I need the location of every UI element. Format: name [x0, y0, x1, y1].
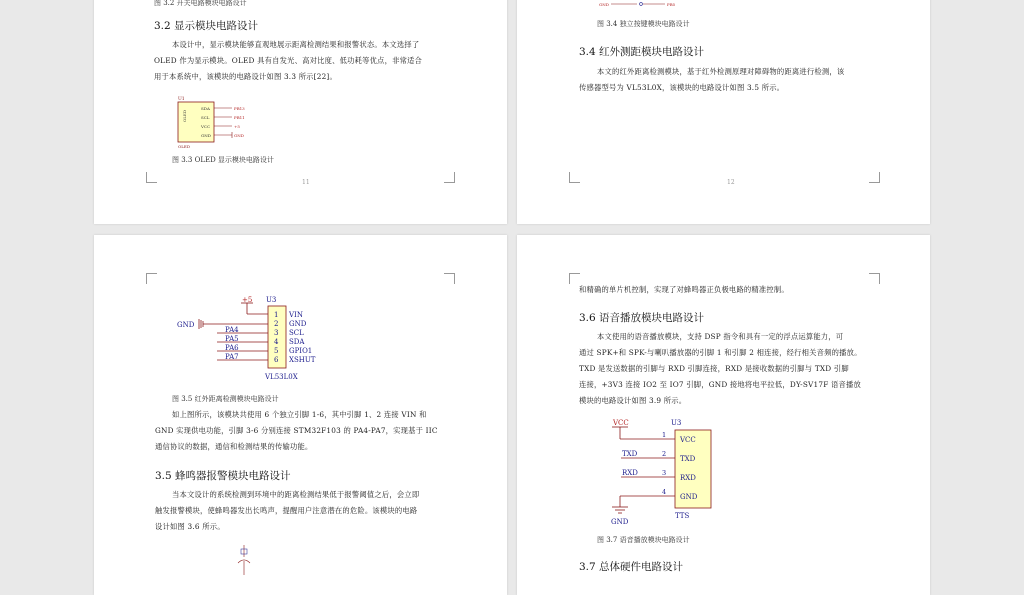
paragraph-line: 触发报警模块，使蜂鸣器发出长鸣声，提醒用户注意潜在的危险。该模块的电路 — [155, 506, 418, 515]
part-inner-name: OLED — [182, 109, 187, 122]
pin-label: GND — [289, 320, 307, 328]
page-13 — [94, 235, 507, 595]
pin-number: 1 — [274, 311, 279, 319]
net-label: PB13 — [234, 106, 245, 111]
pin-label: SDA — [201, 106, 210, 111]
figure-caption: 图 3.3 OLED 显示模块电路设计 — [172, 156, 274, 164]
part-ref: U3 — [671, 419, 682, 427]
paragraph-line: GND 实现供电功能，引脚 3-6 分别连接 STM32F103 的 PA4-PA7，实现基于 IIC — [155, 426, 438, 435]
pin-number: 4 — [274, 338, 279, 346]
pin-number: 1 — [662, 431, 667, 439]
pin-label: GPIO1 — [289, 347, 313, 355]
pin-label: XSHUT — [289, 356, 316, 364]
figure-caption: 图 3.7 语音播放模块电路设计 — [597, 536, 690, 544]
section-heading: 3.2 显示模块电路设计 — [154, 20, 259, 32]
crop-mark — [444, 273, 455, 284]
net-label: RXD — [622, 469, 638, 477]
paragraph-line: 传感器型号为 VL53L0X，该模块的电路设计如图 3.5 所示。 — [579, 83, 785, 92]
pin-number: 4 — [662, 488, 667, 496]
paragraph-line: 和精确的单片机控制，实现了对蜂鸣器正负极电路的精准控制。 — [579, 285, 789, 294]
page-number: 12 — [727, 179, 735, 186]
part-ref: U3 — [266, 296, 277, 304]
net-label: PA7 — [225, 353, 239, 361]
pin-number: 6 — [274, 356, 279, 364]
pin-label: VCC — [680, 436, 696, 444]
crop-mark — [569, 172, 580, 183]
oled-schematic — [170, 94, 280, 150]
paragraph-line: 当本文设计的系统检测到环境中的距离检测结果低于报警阈值之后，会立即 — [172, 490, 420, 499]
section-heading: 3.4 红外测距模块电路设计 — [579, 46, 705, 58]
net-label: PB11 — [234, 115, 245, 120]
pin-label: SCL — [201, 115, 210, 120]
net-label: TXD — [622, 450, 638, 458]
page-14 — [517, 235, 930, 595]
page-11 — [94, 0, 507, 224]
pin-label: VIN — [289, 311, 303, 319]
figure-caption-cut: 图 3.2 开关电路模块电路设计 — [154, 0, 247, 7]
crop-mark — [869, 273, 880, 284]
part-name: TTS — [675, 512, 690, 520]
ground-icon — [612, 507, 628, 513]
crop-mark — [146, 273, 157, 284]
part-name: OLED — [178, 144, 191, 149]
buzzer-schematic-cut — [232, 543, 262, 575]
pin-label: TXD — [680, 455, 696, 463]
paragraph-line: 如上图所示，该模块共使用 6 个独立引脚 1-6，其中引脚 1、2 连接 VIN 和 — [172, 410, 427, 419]
pin-number: 2 — [662, 450, 667, 458]
section-heading: 3.5 蜂鸣器报警模块电路设计 — [155, 470, 291, 482]
crop-mark — [146, 172, 157, 183]
paragraph-line: 设计如图 3.6 所示。 — [155, 522, 225, 531]
paragraph-line: 用于本系统中，该模块的电路设计如图 3.3 所示[22]。 — [154, 72, 337, 81]
pin-label: RXD — [680, 474, 696, 482]
paragraph-line: TXD 是发送数据的引脚与 RXD 引脚连接，RXD 是接收数据的引脚与 TXD 引脚 — [579, 364, 849, 373]
section-heading: 3.6 语音播放模块电路设计 — [579, 312, 705, 324]
crop-mark — [444, 172, 455, 183]
figure-caption: 图 3.4 独立按键模块电路设计 — [597, 20, 690, 28]
paragraph-line: 模块的电路设计如图 3.9 所示。 — [579, 396, 687, 405]
section-heading: 3.7 总体硬件电路设计 — [579, 561, 684, 573]
pin-number: 5 — [274, 347, 279, 355]
net-label: GND — [234, 133, 244, 138]
pin-number: 3 — [662, 469, 667, 477]
crop-mark — [869, 172, 880, 183]
pin-number: 3 — [274, 329, 279, 337]
pin-number: 2 — [274, 320, 279, 328]
pin-label: SCL — [289, 329, 304, 337]
part-name: VL53L0X — [265, 373, 298, 381]
paragraph-line: 本设计中，显示模块能够直观地展示距离检测结果和报警状态。本文选择了 — [172, 40, 420, 49]
part-ref: U1 — [178, 97, 185, 102]
pin-label: GND — [201, 133, 211, 138]
ground-icon — [199, 319, 203, 329]
ground-label: GND — [177, 321, 195, 329]
power-label: VCC — [613, 419, 629, 427]
pin-label: GND — [680, 493, 698, 501]
net-label: PA4 — [225, 326, 239, 334]
figure-caption: 图 3.5 红外距离检测模块电路设计 — [172, 395, 279, 403]
pin-label: SDA — [289, 338, 305, 346]
net-label: GND — [599, 2, 609, 7]
ground-label: GND — [611, 518, 629, 526]
page-12 — [517, 0, 930, 224]
page-number: 11 — [302, 179, 310, 186]
tts-schematic — [607, 415, 727, 527]
paragraph-line: 本文的红外距离检测模块，基于红外检测原理对障碍物的距离进行检测，该 — [597, 67, 845, 76]
net-label: PA5 — [225, 335, 239, 343]
paragraph-line: 连接，+3V3 连接 IO2 至 IO7 引脚，GND 接地将电平拉低，DY-SV17F 语音播放 — [579, 380, 861, 389]
net-label: PB5 — [667, 2, 676, 7]
button-schematic-cut — [597, 0, 687, 12]
paragraph-line: 通过 SPK+和 SPK-与喇叭播放器的引脚 1 和引脚 2 相连接，经行相关音频的播放。 — [579, 348, 862, 357]
net-label: PA6 — [225, 344, 239, 352]
paragraph-line: 通信协议的数据，通信和检测结果的传输功能。 — [155, 442, 313, 451]
paragraph-line: OLED 作为显示模块。OLED 具有自发光、高对比度、低功耗等优点，非常适合 — [154, 56, 423, 65]
paragraph-line: 本文使用的语音播放模块，支持 DSP 指令和具有一定的浮点运算能力，可 — [597, 332, 844, 341]
net-label: +5 — [234, 124, 240, 129]
vl53l0x-schematic — [172, 293, 342, 385]
pin-label: VCC — [201, 124, 211, 129]
power-label: +5 — [242, 296, 253, 304]
